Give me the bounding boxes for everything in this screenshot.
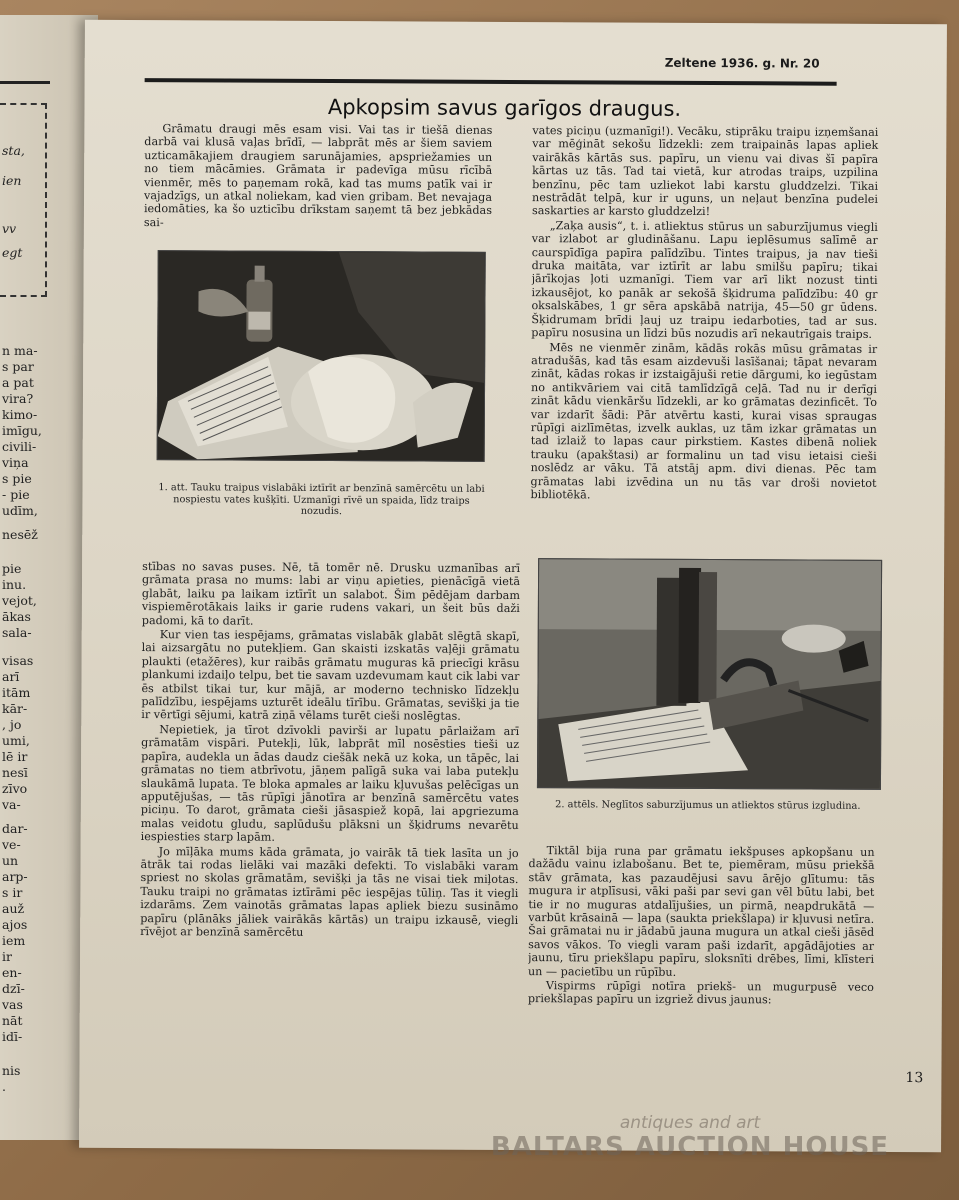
figure-1-photo bbox=[157, 250, 486, 462]
left-page-fragment: vas bbox=[2, 997, 23, 1012]
left-page-fragment: nesī bbox=[2, 765, 28, 780]
left-page-fragment: ien bbox=[2, 173, 22, 188]
left-page-fragment: dzī- bbox=[2, 981, 25, 996]
paragraph: Mēs ne vienmēr zinām, kādās rokās mūsu grāmatas ir atradušās, kad tās esam aizdevuši lasīšanai; tāpat nevaram zināt, kādas rokas ir izstaigājuši retie dārgumi, ko iegūstam no antikvāriem vai citā tamlīdzīgā ceļā. Tad nu ir derīgi zināt kādu vienkāršu līdzekli, ar ko grāmatas dezinficēt. To var izdarīt šādi: Pār atvērtu kasti, kurai visas spraugas rūpīgi aizlīmētas, izvelk auklas, uz tām izkar grāmatas un tad izlaiž to lapas caur pirkstiem. Kastes dibenā noliek trauku (apakštasi) ar formalinu un tad visu ietaisi cieši noslēdz ar vāku. Tā atstāj apm. divi dienas. Pēc tam grāmatas labi izvēdina un nu tās var droši novietot bibliotēkā. bbox=[530, 340, 878, 502]
left-page-fragment: nāt bbox=[2, 1013, 23, 1028]
left-page-fragment: lē ir bbox=[2, 749, 28, 764]
paragraph: Tiktāl bija runa par grāmatu iekšpuses apkopšanu un dažādu vainu izlabošanu. Bet te, piemēram, mūsu priekšā stāv grāmata, kas pazaudējusi savu ārējo glītumu: tās mugura ir atplīsusi, vāki paši par sevi gan vēl būtu labi, bet tie ir no muguras atdalījušies, un pirmā, neapdrukātā — varbūt krāsainā — lapa (saukta priekšlapa) ir kļuvusi netīra. Šai grāmatai nu ir jādabū jauna mugura un atkal cieši jāsēd savos vākos. To viegli varam paši izdarīt, apgādājoties ar jaunu, tīru priekšlapu papīru, sloksnīti drēbes, līmi, klīsteri un — pacietību un rūpību. bbox=[527, 844, 875, 979]
auction-watermark bbox=[480, 1114, 900, 1162]
left-page-fragment: egt bbox=[2, 245, 23, 260]
paragraph: „Zaķa ausis“, t. i. atliektus stūrus un saburzījumus viegli var izlabot ar gludināšanu. Lapu ieplēsumus salīmē ar caurspīdīga papīra palīdzību. Tintes traipus, ja nav tieši druka maitāta, var iztīrīt ar labu smilšu papīru; tikai jārīkojas ļoti uzmanīgi. Tiem var arī likt nozust tinti izkausējot, ko panāk ar sekošā šķidruma palīdzību: 40 gr oksalskābes, 1 gr sēra apskābā natrija, 45—50 gr ūdens. Šķidrumam brīdi ļauj uz traipu iedarboties, tad ar sus. papīru nosusina un līdzi būs nozudis arī nekautrīgais traips. bbox=[531, 219, 878, 341]
left-page-fragment: itām bbox=[2, 685, 31, 700]
header-rule bbox=[145, 78, 837, 86]
left-page-rule bbox=[0, 81, 50, 84]
column-2-bottom bbox=[527, 844, 874, 1096]
left-page-fragment: umi, bbox=[2, 733, 30, 748]
left-page-fragment: viņa bbox=[2, 455, 29, 470]
left-page-fragment: s pie bbox=[2, 471, 32, 486]
figure-2-caption: 2. attēls. Neglītos saburzījumus un atliektos stūrus izgludina. bbox=[555, 799, 861, 812]
left-page-fragment: iem bbox=[2, 933, 26, 948]
watermark-tagline: antiques and art bbox=[619, 1113, 761, 1133]
paragraph: stības no savas puses. Nē, tā tomēr nē. Drusku uzmanības arī grāmata prasa no mums: labi ar viņu apieties, pienācīgā vietā glabāt, laiku pa laikam iztīrīt un salabot. Šim pēdējam darbam vispiemērotākais laiks ir garie rudens vakari, un šeit būs daži padomi, kā to darīt. bbox=[141, 560, 521, 628]
left-page-fragment: va- bbox=[2, 797, 21, 812]
left-page-fragment: n ma- bbox=[2, 343, 38, 358]
page-header: Zeltene 1936. g. Nr. 20 bbox=[664, 55, 820, 71]
left-page-fragment: - pie bbox=[2, 487, 30, 502]
left-page-fragment: arp- bbox=[2, 869, 28, 884]
left-page-fragment: pie bbox=[2, 561, 22, 576]
column-1-top bbox=[144, 122, 493, 260]
left-page-fragment: idī- bbox=[2, 1029, 23, 1044]
figure-1-caption: 1. att. Tauku traipus vislabāki iztīrīt ar benzīnā samērcētu un labi nospiestu vates kušķīti. Uzmanīgi rīvē un spaida, līdz traips nozudis. bbox=[158, 482, 485, 518]
article-title: Apkopsim savus garīgos draugus. bbox=[327, 95, 682, 121]
left-page-fragment: ve- bbox=[2, 837, 21, 852]
left-page-fragment: kār- bbox=[2, 701, 28, 716]
left-page-fragment: s par bbox=[2, 359, 34, 374]
left-page-fragment: . bbox=[2, 1079, 6, 1094]
left-page-fragment: en- bbox=[2, 965, 22, 980]
paragraph: Vispirms rūpīgi notīra priekš- un mugurpusē veco priekšlapas papīru un izgriež divus jaunus: bbox=[527, 979, 874, 1007]
figure-2-photo bbox=[537, 558, 882, 790]
left-page-fragment: , jo bbox=[2, 717, 22, 732]
left-page-fragment: sala- bbox=[2, 625, 32, 640]
left-page-fragment: visas bbox=[2, 653, 34, 668]
left-page-fragment: vv bbox=[2, 221, 17, 236]
left-page-fragment: auž bbox=[2, 901, 25, 916]
left-page-fragment: kimo- bbox=[2, 407, 38, 422]
left-page-fragment: sta, bbox=[2, 143, 25, 158]
paragraph: Jo mīļāka mums kāda grāmata, jo vairāk tā tiek lasīta un jo ātrāk tai rodas lielāki vai mazāki defekti. To vislabāki varam spriest no skolas grāmatām, sevišķi ja tās ne visai tiek miļotas. Tauku traipi no grāmatas iztīrāmi pēc iespējas tūliņ. Tas it viegli izdarāms. Zem vainotās grāmatas lapas apliek biezu susināmo papīru (plānāks jāliek vairākās kārtās) un traipu izkausē, viegli rīvējot ar benzīnā samērcētu bbox=[140, 844, 519, 939]
left-page-fragment: s ir bbox=[2, 885, 23, 900]
left-page-dashed-box bbox=[0, 103, 47, 297]
left-page-fragment: un bbox=[2, 853, 19, 868]
column-2-top bbox=[530, 124, 878, 558]
page-number: 13 bbox=[905, 1070, 924, 1087]
left-page-fragment: nesēž bbox=[2, 527, 38, 542]
left-page-fragment: vira? bbox=[2, 391, 34, 406]
watermark-name: BALTARS AUCTION HOUSE bbox=[490, 1132, 890, 1162]
figure-2-illustration bbox=[538, 559, 881, 789]
left-page-fragment: ākas bbox=[2, 609, 31, 624]
left-page-fragment: vejot, bbox=[2, 593, 37, 608]
figure-1-illustration bbox=[158, 251, 485, 461]
left-page-fragment: dar- bbox=[2, 821, 28, 836]
left-page-fragment: nis bbox=[2, 1063, 21, 1078]
paragraph: vates piciņu (uzmanīgi!). Vecāku, stiprāku traipu izņemšanai var mēģināt sekošu līdzekli: zem traipainās lapas apliek vairākās kārtās sus. papīru, un vienu vai divas šī papīra kārtas uz tās. Tad tai vietā, kur atrodas traips, uzpilina benzīnu, pēc tam uzliekot labi karstu gluddzelzi. Tikai nestrādāt telpā, kur ir uguns, un neļaut benzīna pudelei saskarties ar karsto gluddzelzi! bbox=[531, 124, 879, 219]
paragraph: Grāmatu draugi mēs esam visi. Vai tas ir tiešā dienas darbā vai klusā vaļas brīdī, — labprāt mēs ar šiem saviem uzticamākajiem draugiem sarunājamies, apspriežamies un no tiem mācāmies. Grāmata ir padevīga mūsu rīcībā vienmēr, mēs to paņemam rokā, kad tas mums patīk vai ir vajadzīgs, un atkal noliekam, kad vien gribam. Bet nevajaga iedomāties, ka šo uzticību drīkstam saņemt tā bez jebkādas sai- bbox=[143, 122, 493, 230]
column-1-bottom bbox=[139, 560, 520, 1094]
paragraph: Kur vien tas iespējams, grāmatas vislabāk glabāt slēgtā skapī, lai aizsargātu no putekļiem. Gan skaisti izskatās vaļēji grāmatu plaukti (etažēres), kur raibās grāmatu muguras kā priecīgi krāsu plankumi izdaiļo telpu, bet tie savam uzdevumam kaut cik labi var ēs atbilst tikai tur, kur mājā, ar moderno technisko līdzekļu palīdzību, iespējams uzturēt ideālu tīrību. Grāmatas, sevišķi ja tie ir vērtīgi sējumi, katrā ziņā vēlams turēt cieši noslēgtas. bbox=[141, 628, 520, 724]
left-page-fragment: zīvo bbox=[2, 781, 28, 796]
left-page-fragment: ajos bbox=[2, 917, 28, 932]
left-page-fragment: udīm, bbox=[2, 503, 38, 518]
left-page-fragment: ir bbox=[2, 949, 12, 964]
paragraph: Nepietiek, ja tīrot dzīvokli pavirši ar lupatu pārlaižam arī grāmatām vispāri. Putekļi, lūk, labprāt mīl nosēsties tieši uz papīra, audekla un ādas daudz ciešāk nekā uz koka, un tāpēc, lai grāmatas no tiem atbrīvotu, jāņem palīgā suka vai laba putekļu slaukāmā lupata. Te bloka apmales ar laiku kļuvušas pelēcīgas un apputējušas, — tās rūpīgi jānotīra ar benzīnā samērcētu vates piciņu. To darot, grāmata cieši jāsaspiež kopā, lai apgriezuma malas veidotu gludu, saplūdušu plāksni un šķidrums nevarētu iespiesties starp lapām. bbox=[140, 723, 520, 844]
left-page-fragment: arī bbox=[2, 669, 20, 684]
left-page-fragment: civili- bbox=[2, 439, 37, 454]
left-page-fragment: inu. bbox=[2, 577, 27, 592]
left-page-fragment: imīgu, bbox=[2, 423, 42, 438]
magazine-page bbox=[79, 20, 947, 1152]
left-page-fragment: a pat bbox=[2, 375, 34, 390]
